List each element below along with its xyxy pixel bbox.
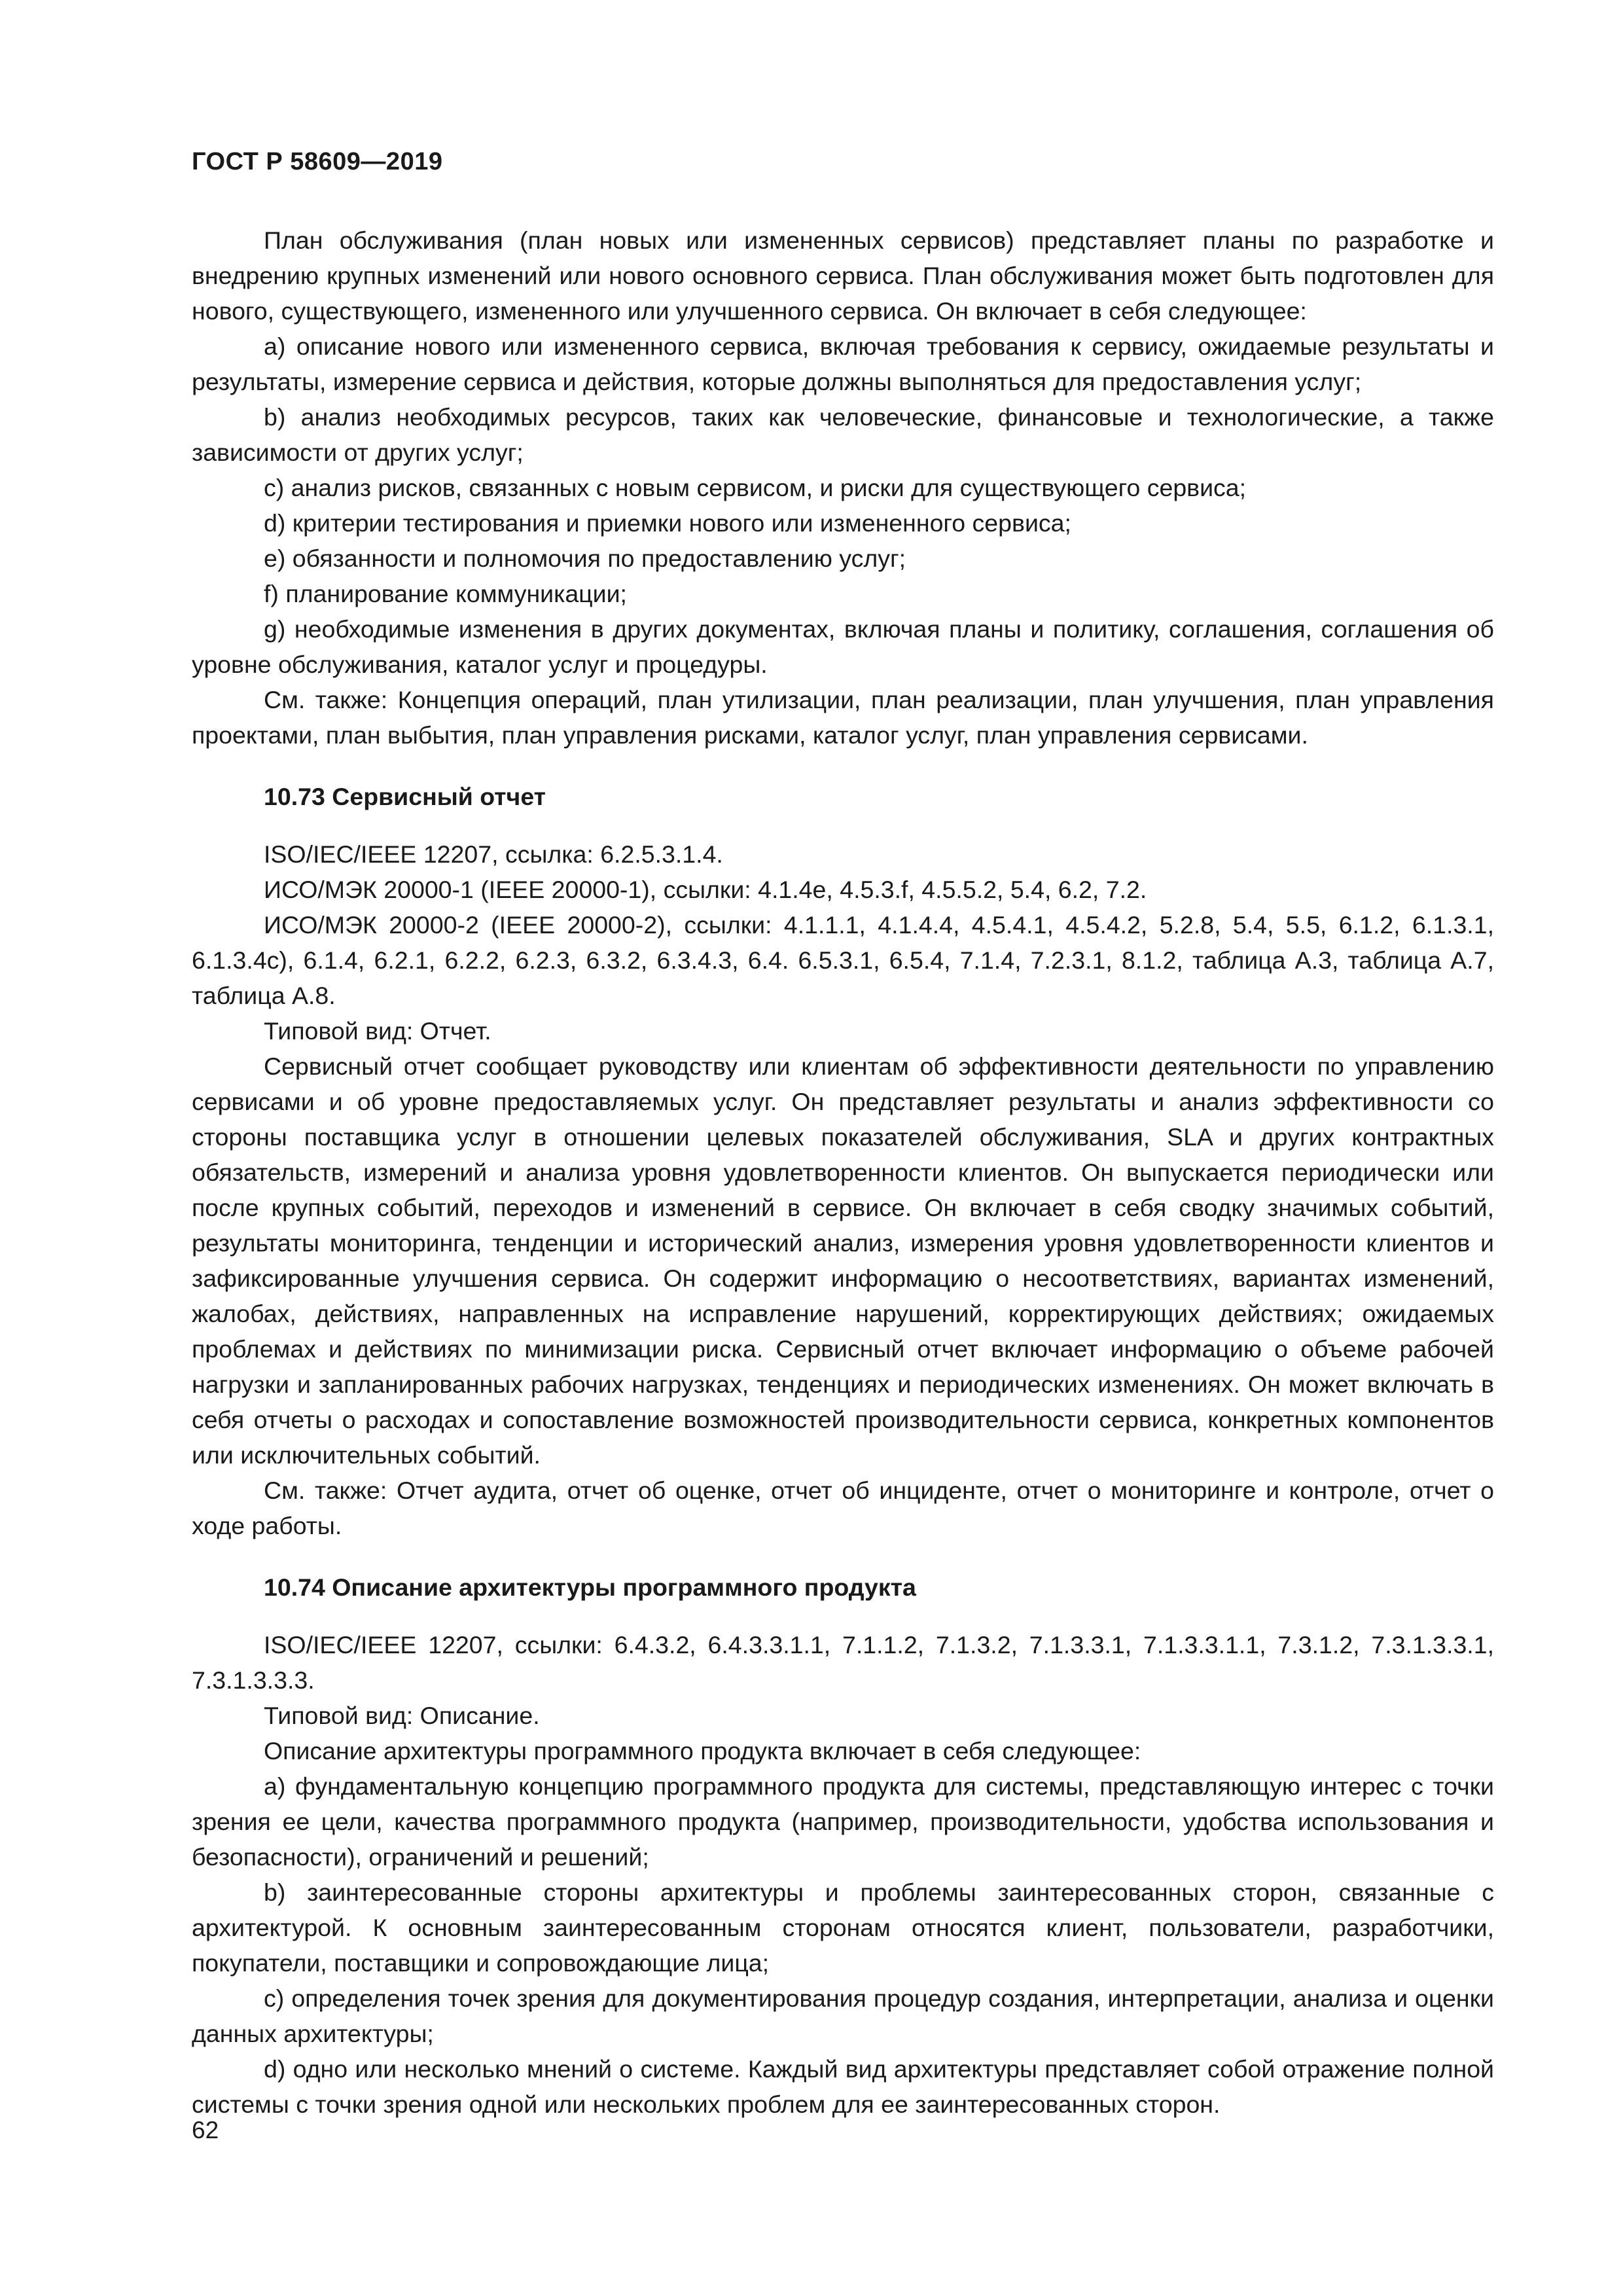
list-item: g) необходимые изменения в других документах, включая планы и политику, соглашения, соглашения об уровне обслуживания, каталог услуг и процедуры.: [192, 615, 1494, 678]
section-heading-10-73: 10.73 Сервисный отчет: [264, 783, 546, 810]
software-architecture-section: [192, 1627, 1494, 2122]
list-item: b) анализ необходимых ресурсов, таких как человеческие, финансовые и технологические, а также зависимости от других услуг;: [192, 403, 1494, 466]
list-item: d) критерии тестирования и приемки нового или измененного сервиса;: [264, 509, 1071, 537]
paragraph: Описание архитектуры программного продукта включает в себя следующее:: [264, 1737, 1141, 1765]
reference-paragraph: ИСО/МЭК 20000-1 (IEEE 20000-1), ссылки: 4.1.4e, 4.5.3.f, 4.5.5.2, 5.4, 6.2, 7.2.: [264, 876, 1147, 903]
list-item: e) обязанности и полномочия по предоставлению услуг;: [264, 545, 906, 572]
list-item: c) определения точек зрения для документирования процедур создания, интерпретации, анализа и оценки данных архитектуры;: [192, 1984, 1494, 2047]
service-report-section: [192, 836, 1494, 1543]
list-item: b) заинтересованные стороны архитектуры и проблемы заинтересованных сторон, связанные с архитектурой. К основным заинтересованным сторонам относятся клиент, пользователи, разработчики, покупатели, поставщики и сопровождающие лица;: [192, 1878, 1494, 1977]
list-item: f) планирование коммуникации;: [264, 580, 627, 607]
list-item: d) одно или несколько мнений о системе. Каждый вид архитектуры представляет собой отражение полной системы с точки зрения одной или нескольких проблем для ее заинтересованных сторон.: [192, 2055, 1494, 2118]
type-paragraph: Типовой вид: Описание.: [264, 1702, 540, 1729]
paragraph: Сервисный отчет сообщает руководству или клиентам об эффективности деятельности по управлению сервисами и об уровне предоставляемых услуг. Он представляет результаты и анализ эффективности со стороны поставщика услуг в отношении целевых показателей обслуживания, SLA и других контрактных обязательств, измерений и анализа уровня удовлетворенности клиентов. Он выпускается периодически или после крупных событий, переходов и изменений в сервисе. Он включает в себя сводку значимых событий, результаты мониторинга, тенденции и исторический анализ, измерения уровня удовлетворенности клиентов и зафиксированные улучшения сервиса. Он содержит информацию о несоответствиях, вариантах изменений, жалобах, действиях, направленных на исправление нарушений, корректирующих действиях; ожидаемых проблемах и действиях по минимизации риска. Сервисный отчет включает информацию о объеме рабочей нагрузки и запланированных рабочих нагрузках, тенденциях и периодических изменениях. Он может включать в себя отчеты о расходах и сопоставление возможностей производительности сервиса, конкретных компонентов или исключительных событий.: [192, 1052, 1494, 1469]
service-plan-section: [192, 223, 1494, 753]
section-heading-10-74: 10.74 Описание архитектуры программного продукта: [264, 1573, 916, 1601]
list-item: a) фундаментальную концепцию программного продукта для системы, представляющую интерес с точки зрения ее цели, качества программного продукта (например, производительности, удобства использования и безопасности), ограничений и решений;: [192, 1772, 1494, 1871]
see-also-paragraph: См. также: Концепция операций, план утилизации, план реализации, план улучшения, план управления проектами, план выбытия, план управления рисками, каталог услуг, план управления сервисами.: [192, 686, 1494, 749]
document-code-header: ГОСТ Р 58609—2019: [192, 148, 443, 175]
list-item: c) анализ рисков, связанных с новым сервисом, и риски для существующего сервиса;: [264, 474, 1247, 501]
document-body: [192, 223, 1494, 2122]
list-item: a) описание нового или измененного сервиса, включая требования к сервису, ожидаемые результаты и результаты, измерение сервиса и действия, которые должны выполняться для предоставления услуг;: [192, 332, 1494, 395]
page-number: 62: [192, 2117, 219, 2144]
paragraph: План обслуживания (план новых или измененных сервисов) представляет планы по разработке и внедрению крупных изменений или нового основного сервиса. План обслуживания может быть подготовлен для нового, существующего, измененного или улучшенного сервиса. Он включает в себя следующее:: [192, 226, 1494, 325]
reference-paragraph: ISO/IEC/IEEE 12207, ссылка: 6.2.5.3.1.4.: [264, 840, 723, 868]
see-also-paragraph: См. также: Отчет аудита, отчет об оценке, отчет об инциденте, отчет о мониторинге и контроле, отчет о ходе работы.: [192, 1477, 1494, 1539]
reference-paragraph: ИСО/МЭК 20000-2 (IEEE 20000-2), ссылки: 4.1.1.1, 4.1.4.4, 4.5.4.1, 4.5.4.2, 5.2.8, 5.4, 5.5, 6.1.2, 6.1.3.1, 6.1.3.4c), 6.1.4, 6.2.1, 6.2.2, 6.2.3, 6.3.2, 6.3.4.3, 6.4. 6.5.3.1, 6.5.4, 7.1.4, 7.2.3.1, 8.1.2, таблица А.3, таблица А.7, таблица А.8.: [192, 911, 1494, 1009]
reference-paragraph: ISO/IEC/IEEE 12207, ссылки: 6.4.3.2, 6.4.3.3.1.1, 7.1.1.2, 7.1.3.2, 7.1.3.3.1, 7.1.3.3.1.1, 7.3.1.2, 7.3.1.3.3.1, 7.3.1.3.3.3.: [192, 1631, 1494, 1694]
type-paragraph: Типовой вид: Отчет.: [264, 1017, 491, 1045]
